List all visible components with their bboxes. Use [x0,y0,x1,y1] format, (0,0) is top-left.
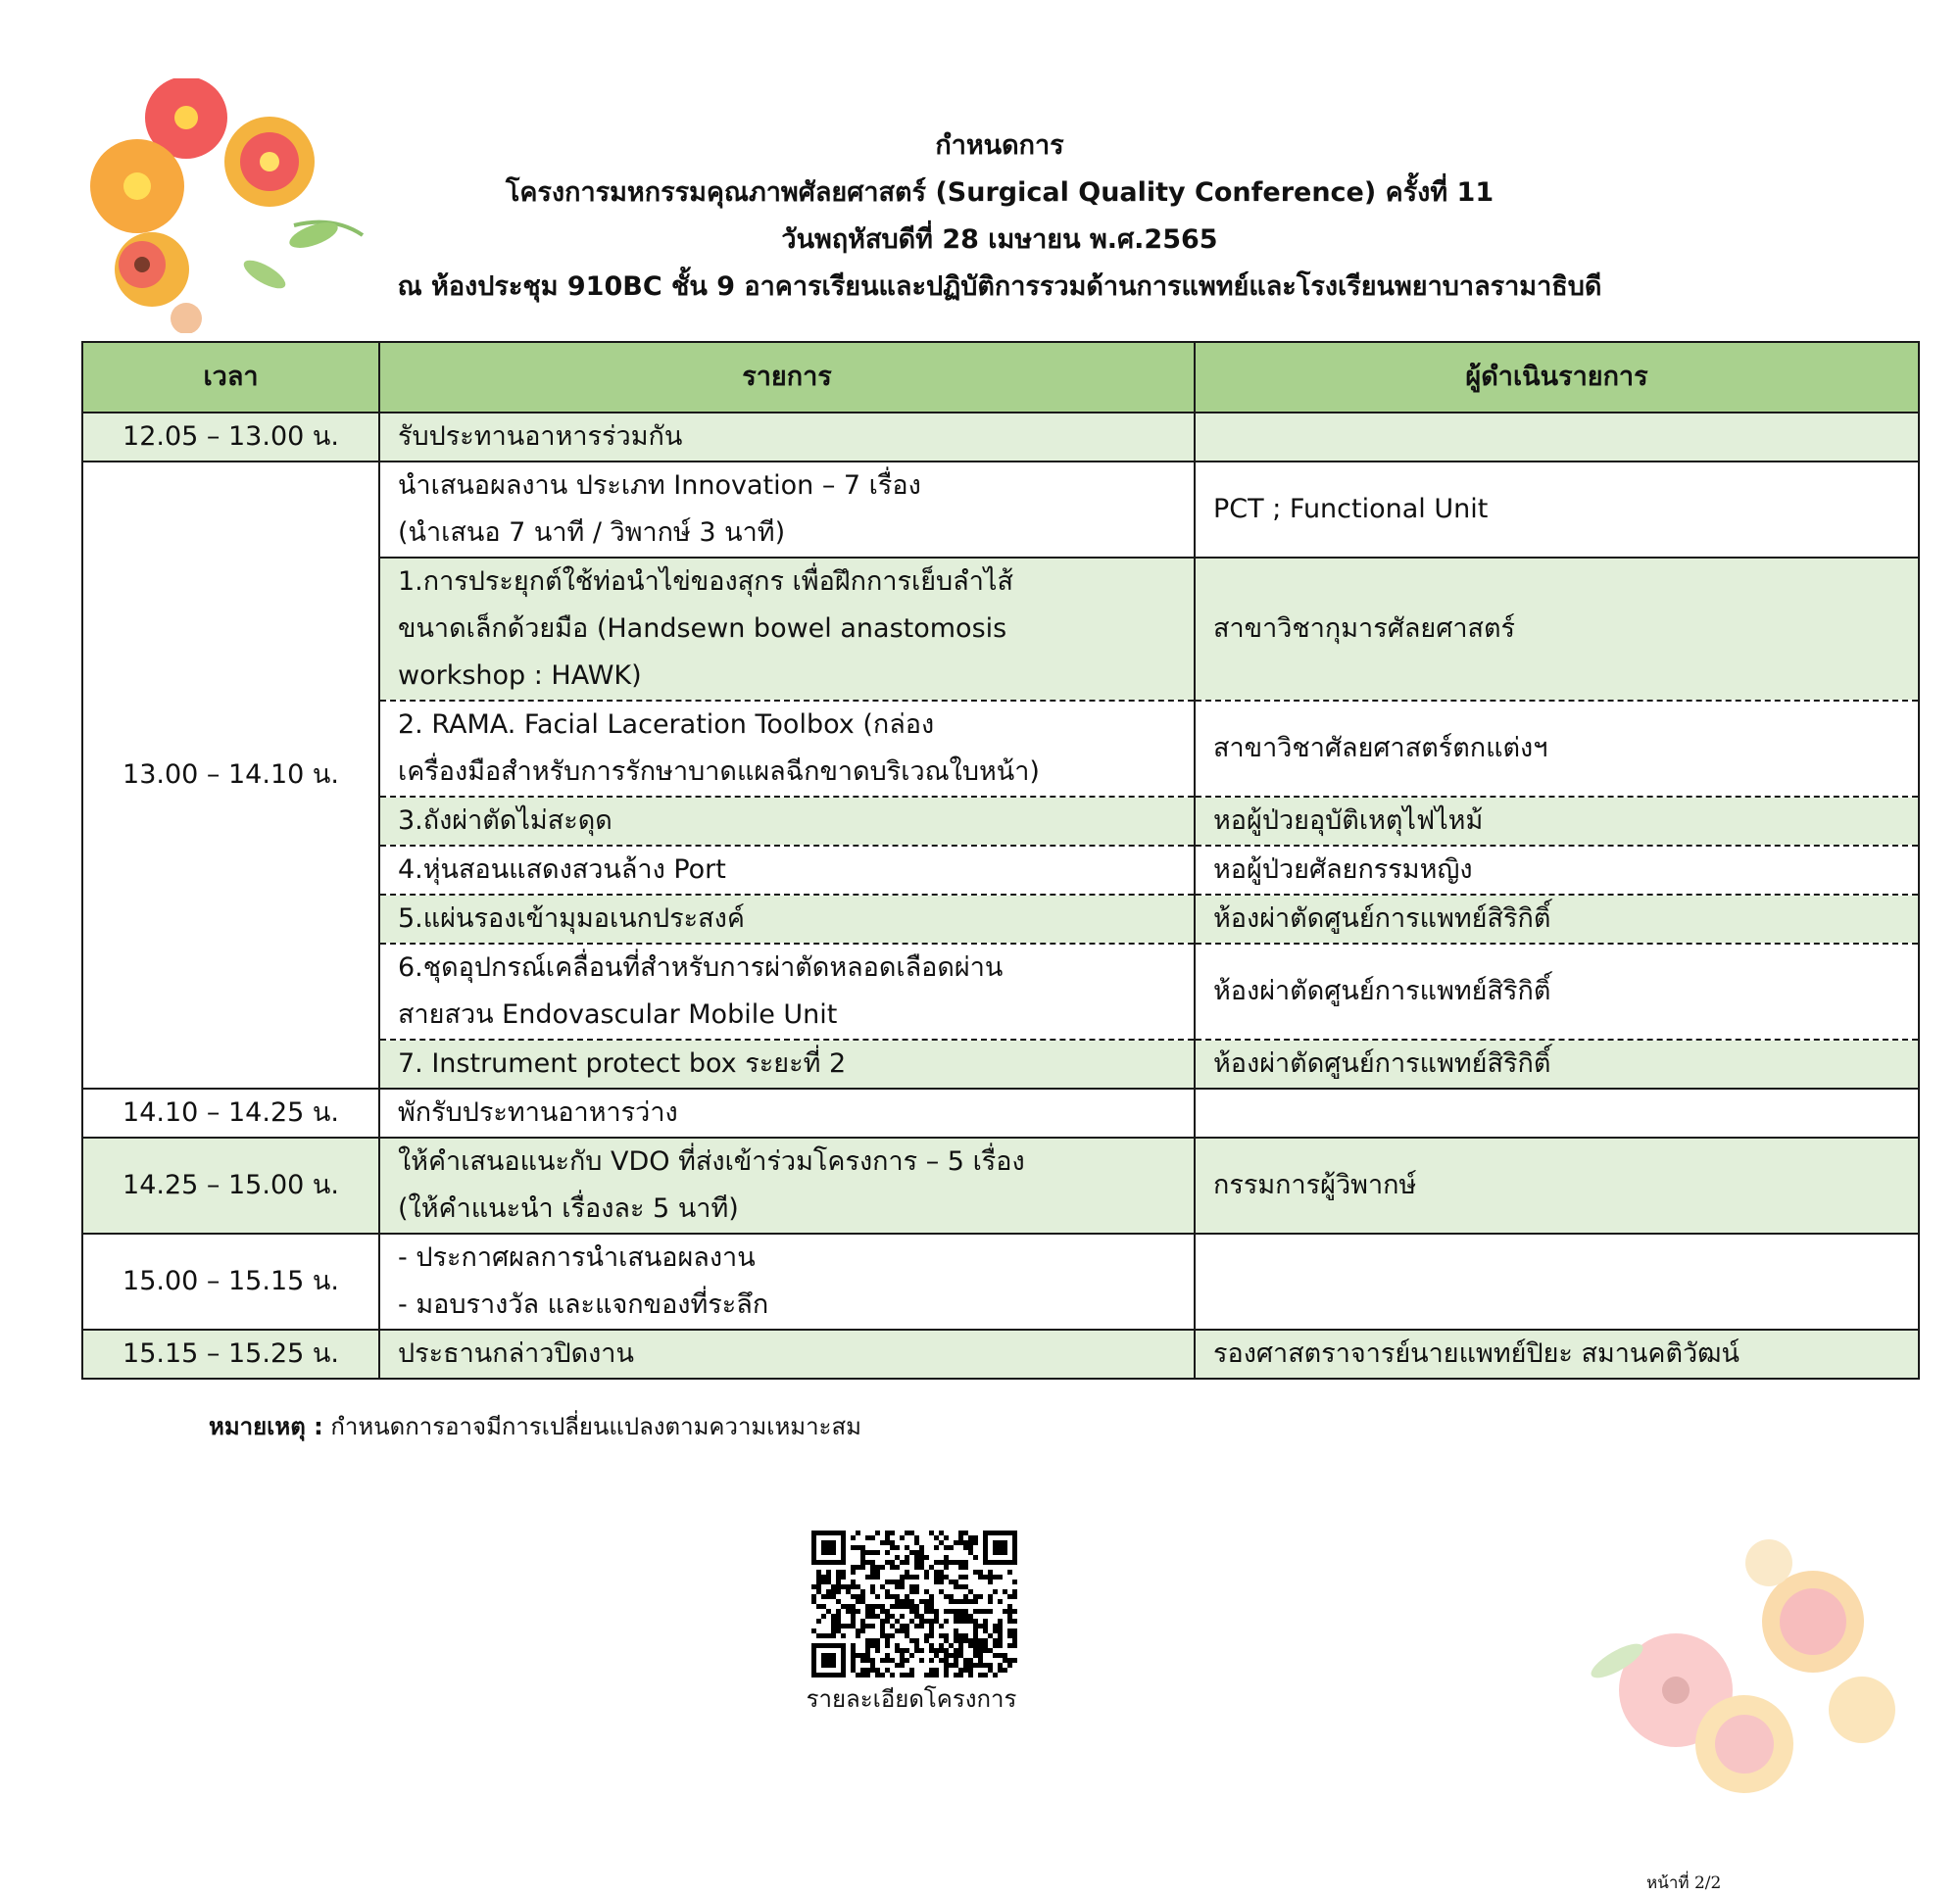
row-time: 13.00 – 14.10 น. [82,462,379,1089]
row-item-line: พักรับประทานอาหารว่าง [398,1097,678,1128]
row-host: สาขาวิชากุมารศัลยศาสตร์ [1195,558,1919,701]
row-item-line: 4.หุ่นสอนแสดงสวนล้าง Port [398,854,726,885]
row-item-line: รับประทานอาหารร่วมกัน [398,421,683,452]
table-row [82,1234,1919,1330]
row-host [1195,1234,1919,1330]
row-item-line: 6.ชุดอุปกรณ์เคลื่อนที่สำหรับการผ่าตัดหลอดเลือดผ่าน [398,952,1004,983]
document-header [196,122,1803,311]
row-item [379,701,1195,797]
row-item [379,462,1195,558]
row-item [379,1234,1195,1330]
row-item [379,558,1195,701]
table-row [82,462,1919,558]
header-title: กำหนดการ [935,130,1064,161]
schedule-table [81,341,1920,1380]
row-item [379,1138,1195,1234]
note-label: หมายเหตุ : [209,1413,323,1440]
row-host: รองศาสตราจารย์นายแพทย์ปิยะ สมานคติวัฒน์ [1195,1330,1919,1379]
row-item [379,797,1195,846]
row-host: ห้องผ่าตัดศูนย์การแพทย์สิริกิติ์ [1195,1040,1919,1089]
header-venue: ณ ห้องประชุม 910BC ชั้น 9 อาคารเรียนและปฏิบัติการรวมด้านการแพทย์และโรงเรียนพยาบาลรามาธิบดี [397,271,1602,302]
row-host: หอผู้ป่วยศัลยกรรมหญิง [1195,846,1919,895]
qr-code-icon[interactable] [811,1531,1017,1677]
row-item-line: - มอบรางวัล และแจกของที่ระลึก [398,1289,769,1320]
row-host: ห้องผ่าตัดศูนย์การแพทย์สิริกิติ์ [1195,895,1919,944]
row-item [379,895,1195,944]
column-header-host: ผู้ดำเนินรายการ [1195,342,1919,413]
table-row [82,1330,1919,1379]
table-header-row [82,342,1919,413]
row-item-line: 3.ถังผ่าตัดไม่สะดุด [398,805,612,836]
row-item-line: ประธานกล่าวปิดงาน [398,1338,634,1369]
row-item-line: ให้คำเสนอแนะกับ VDO ที่ส่งเข้าร่วมโครงการ – 5 เรื่อง [398,1146,1025,1177]
row-item [379,1040,1195,1089]
row-item-line: ขนาดเล็กด้วยมือ (Handsewn bowel anastomosis [398,613,1007,644]
row-time: 15.00 – 15.15 น. [82,1234,379,1330]
row-item-line: สายสวน Endovascular Mobile Unit [398,999,838,1030]
row-item [379,413,1195,462]
note [209,1407,861,1445]
row-host: ห้องผ่าตัดศูนย์การแพทย์สิริกิติ์ [1195,944,1919,1040]
page-number: หน้าที่ 2/2 [1646,1873,1722,1893]
row-item-line: 5.แผ่นรองเข้ามุมอเนกประสงค์ [398,903,745,934]
row-time: 14.25 – 15.00 น. [82,1138,379,1234]
row-item-line: นำเสนอผลงาน ประเภท Innovation – 7 เรื่อง [398,470,921,501]
table-row [82,1138,1919,1234]
note-text: กำหนดการอาจมีการเปลี่ยนแปลงตามความเหมาะสม [330,1413,861,1440]
row-host [1195,413,1919,462]
row-item-line: 2. RAMA. Facial Laceration Toolbox (กล่อง [398,709,935,740]
row-item-line: - ประกาศผลการนำเสนอผลงาน [398,1242,756,1273]
row-item-line: 7. Instrument protect box ระยะที่ 2 [398,1048,847,1079]
table-row [82,1089,1919,1138]
row-time: 15.15 – 15.25 น. [82,1330,379,1379]
row-host: กรรมการผู้วิพากษ์ [1195,1138,1919,1234]
row-host: หอผู้ป่วยอุบัติเหตุไฟไหม้ [1195,797,1919,846]
row-host [1195,1089,1919,1138]
row-time: 12.05 – 13.00 น. [82,413,379,462]
row-item-line: เครื่องมือสำหรับการรักษาบาดแผลฉีกขาดบริเวณใบหน้า) [398,756,1040,787]
header-project: โครงการมหกรรมคุณภาพศัลยศาสตร์ (Surgical Quality Conference) ครั้งที่ 11 [505,177,1494,208]
flower-watermark-icon [1548,1524,1921,1818]
row-time: 14.10 – 14.25 น. [82,1089,379,1138]
row-host: สาขาวิชาศัลยศาสตร์ตกแต่งฯ [1195,701,1919,797]
row-item-line: workshop : HAWK) [398,660,642,691]
row-item [379,1330,1195,1379]
row-item-line: 1.การประยุกต์ใช้ท่อนำไข่ของสุกร เพื่อฝึกการเย็บลำไส้ [398,566,1013,597]
row-item-line: (นำเสนอ 7 นาที / วิพากษ์ 3 นาที) [398,517,786,548]
row-host: PCT ; Functional Unit [1195,462,1919,558]
row-item-line: (ให้คำแนะนำ เรื่องละ 5 นาที) [398,1193,739,1224]
row-item [379,846,1195,895]
qr-label: รายละเอียดโครงการ [806,1685,1017,1713]
column-header-item: รายการ [379,342,1195,413]
column-header-time: เวลา [82,342,379,413]
header-date: วันพฤหัสบดีที่ 28 เมษายน พ.ศ.2565 [781,224,1218,255]
row-item [379,944,1195,1040]
row-item [379,1089,1195,1138]
table-row [82,413,1919,462]
